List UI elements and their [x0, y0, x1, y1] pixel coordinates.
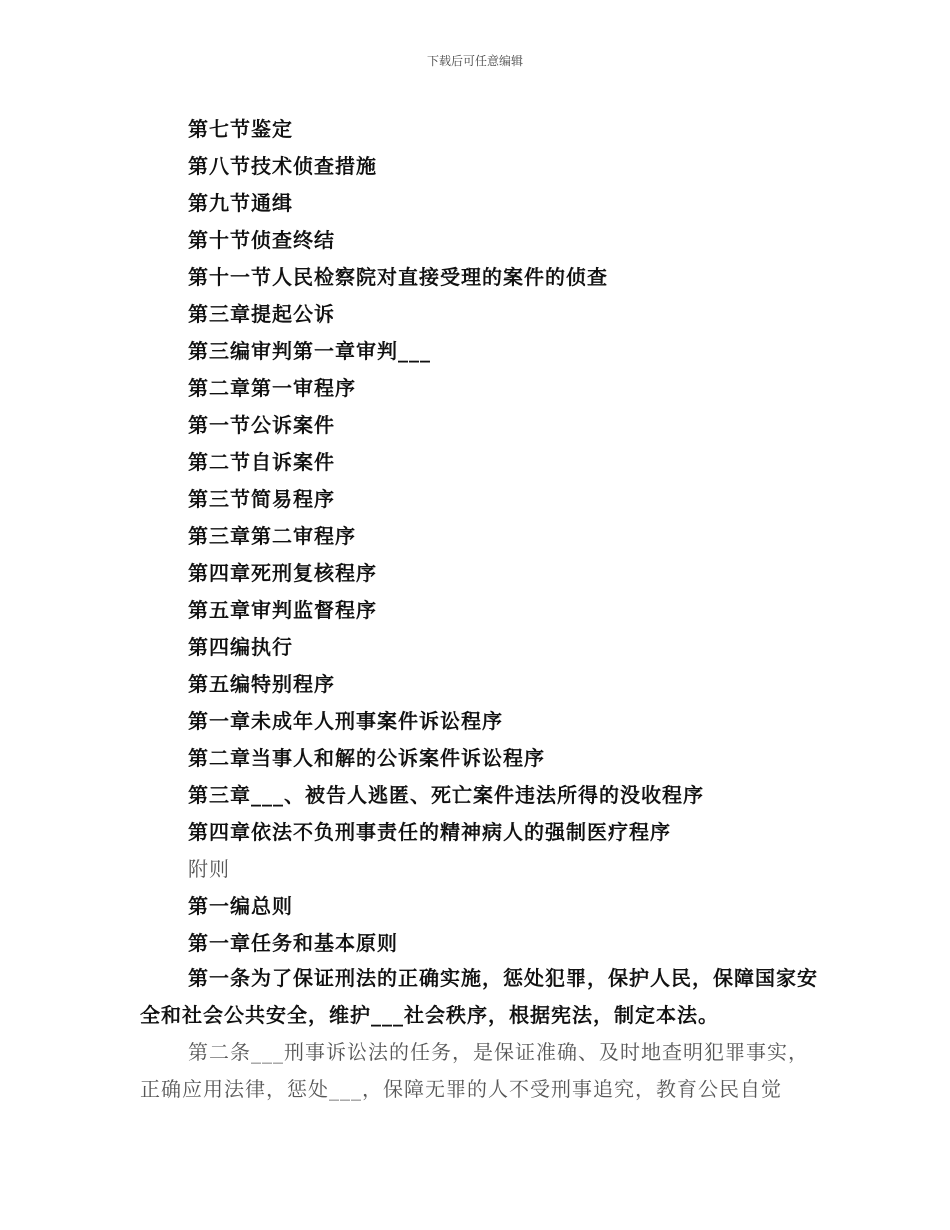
- toc-line-2: 第八节技术侦查措施: [188, 154, 377, 178]
- toc-line-3: 第九节通缉: [188, 191, 293, 215]
- article-2-paragraph: 第二条___刑事诉讼法的任务，是保证准确、及时地查明犯罪事实，正确应用法律，惩处___，保障无罪的人不受刑事追究，教育公民自觉: [140, 1040, 809, 1101]
- page-header: 下载后可任意编辑: [426, 54, 523, 68]
- toc-line-9: 第一节公诉案件: [188, 413, 335, 437]
- toc-line-1: 第七节鉴定: [188, 117, 293, 141]
- toc-line-18: 第二章当事人和解的公诉案件诉讼程序: [188, 746, 545, 770]
- toc-line-19: 第三章___、被告人逃匿、死亡案件违法所得的没收程序: [188, 783, 704, 807]
- toc-line-10: 第二节自诉案件: [188, 450, 335, 474]
- toc-line-8: 第二章第一审程序: [188, 376, 356, 400]
- toc-line-23: 第一章任务和基本原则: [188, 931, 398, 955]
- toc-line-11: 第三节简易程序: [188, 487, 335, 511]
- toc-line-5: 第十一节人民检察院对直接受理的案件的侦查: [188, 265, 608, 289]
- toc-line-12: 第三章第二审程序: [188, 524, 356, 548]
- toc-line-17: 第一章未成年人刑事案件诉讼程序: [188, 709, 503, 733]
- article-1-paragraph: 第一条为了保证刑法的正确实施，惩处犯罪，保护人民，保障国家安全和社会公共安全，维护___社会秩序，根据宪法，制定本法。: [140, 966, 818, 1027]
- toc-line-16: 第五编特别程序: [188, 672, 335, 696]
- toc-line-6: 第三章提起公诉: [188, 302, 335, 326]
- toc-line-15: 第四编执行: [188, 635, 293, 659]
- toc-line-21: 附则: [188, 857, 230, 881]
- toc-line-20: 第四章依法不负刑事责任的精神病人的强制医疗程序: [188, 820, 671, 844]
- toc-line-14: 第五章审判监督程序: [188, 598, 377, 622]
- toc-line-4: 第十节侦查终结: [188, 228, 335, 252]
- toc-line-13: 第四章死刑复核程序: [188, 561, 377, 585]
- toc-line-7: 第三编审判第一章审判___: [188, 339, 431, 363]
- toc-line-22: 第一编总则: [188, 894, 293, 918]
